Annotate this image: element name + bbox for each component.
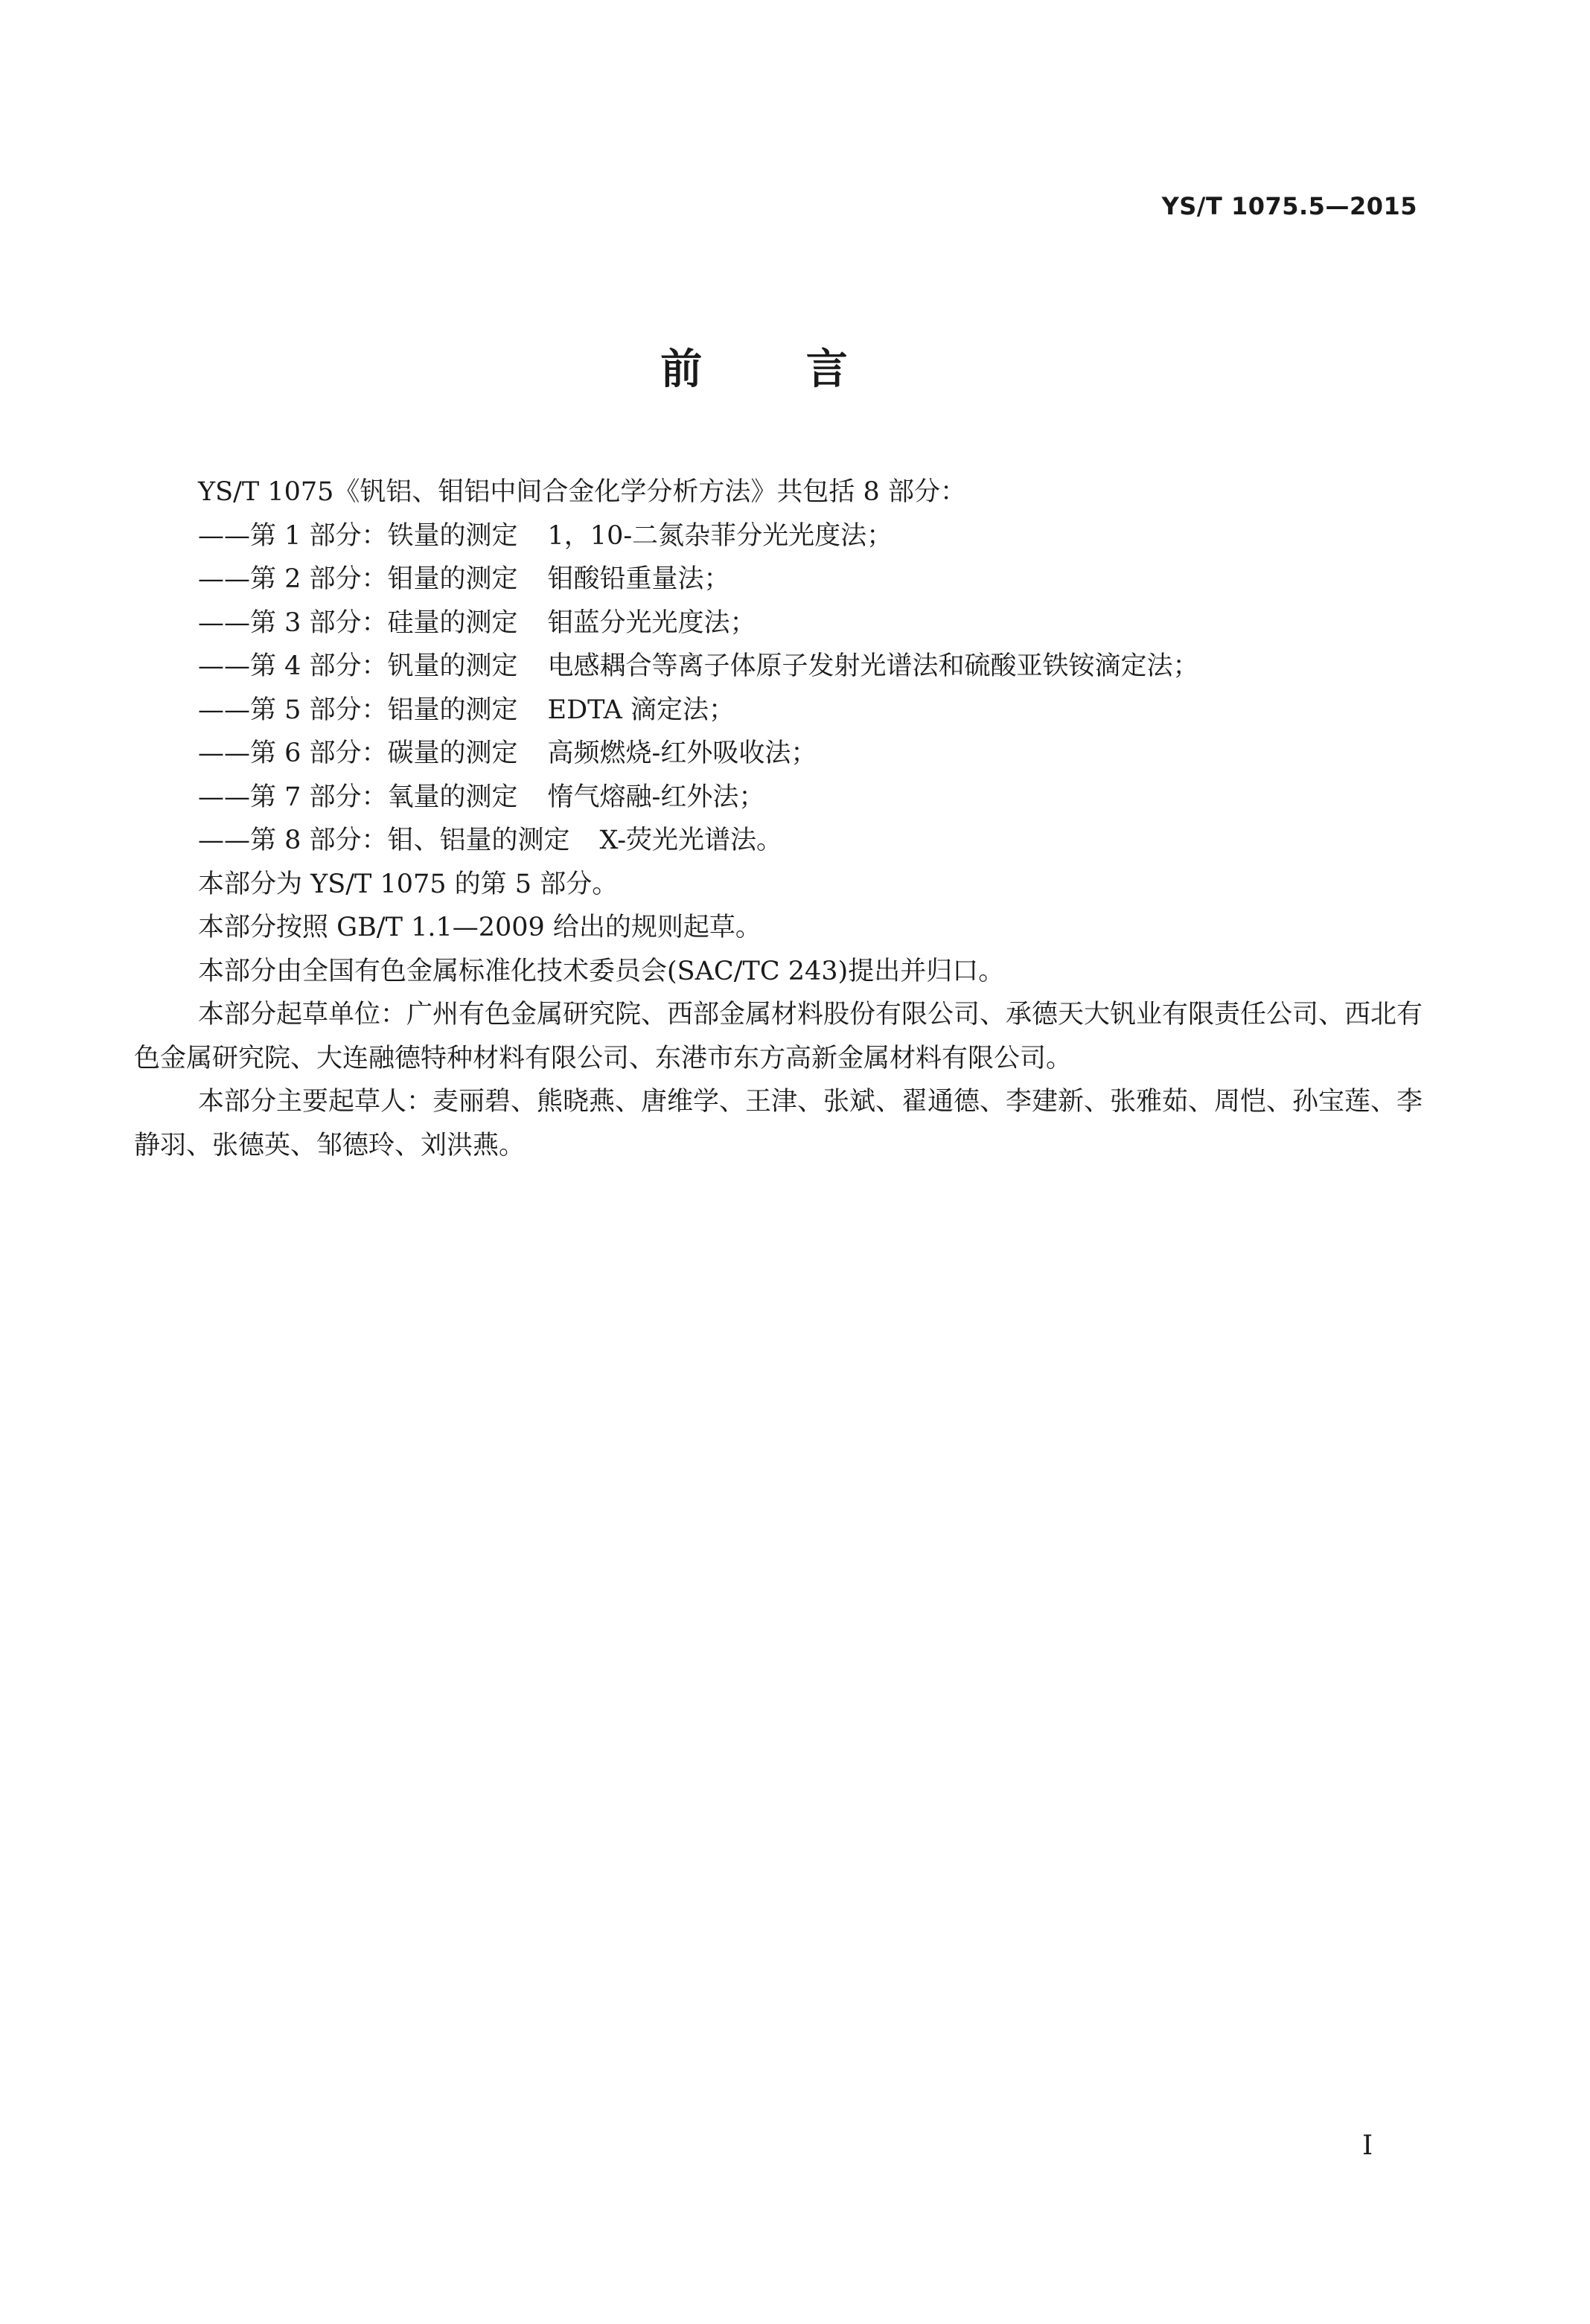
part-label: ——第 8 部分：钼、铝量的测定 xyxy=(198,826,570,855)
part-method: 钼蓝分光光度法； xyxy=(547,607,756,638)
foreword-body xyxy=(134,470,1429,1167)
part-method: X-荧光光谱法。 xyxy=(599,826,783,855)
part-label: ——第 3 部分：硅量的测定 xyxy=(198,607,518,638)
part-item-7 xyxy=(134,776,1429,820)
page-number: I xyxy=(1362,2130,1373,2161)
part-item-3 xyxy=(134,601,1429,645)
page-title: 前 言 xyxy=(660,345,893,394)
part-item-8 xyxy=(134,819,1429,863)
part-label: ——第 7 部分：氧量的测定 xyxy=(198,782,518,812)
drafting-rules-paragraph: 本部分按照 GB/T 1.1—2009 给出的规则起草。 xyxy=(198,913,762,942)
part-method: 1，10-二氮杂菲分光光度法； xyxy=(547,520,893,551)
part-of-paragraph: 本部分为 YS/T 1075 的第 5 部分。 xyxy=(198,869,619,899)
part-item-4 xyxy=(134,645,1429,689)
intro-paragraph: YS/T 1075《钒铝、钼铝中间合金化学分析方法》共包括 8 部分： xyxy=(198,477,966,507)
part-label: ——第 4 部分：钒量的测定 xyxy=(198,651,518,681)
part-item-1 xyxy=(134,514,1429,558)
part-method: 钼酸铅重量法； xyxy=(547,564,730,594)
part-method: 高频燃烧-红外吸收法； xyxy=(547,738,817,768)
part-label: ——第 2 部分：钼量的测定 xyxy=(198,564,518,594)
part-method: EDTA 滴定法； xyxy=(547,695,735,725)
part-method: 电感耦合等离子体原子发射光谱法和硫酸亚铁铵滴定法； xyxy=(547,651,1199,681)
part-item-6 xyxy=(134,732,1429,776)
part-label: ——第 1 部分：铁量的测定 xyxy=(198,520,518,551)
part-method: 惰气熔融-红外法； xyxy=(547,782,765,812)
part-label: ——第 6 部分：碳量的测定 xyxy=(198,738,518,768)
main-drafters-paragraph: 本部分主要起草人：麦丽碧、熊晓燕、唐维学、王津、张斌、翟通德、李建新、张雅茹、周恺、孙宝莲、李静羽、张德英、邹德玲、刘洪燕。 xyxy=(134,1087,1423,1161)
drafting-units-paragraph: 本部分起草单位：广州有色金属研究院、西部金属材料股份有限公司、承德天大钒业有限责任公司、西北有色金属研究院、大连融德特种材料有限公司、东港市东方高新金属材料有限公司。 xyxy=(134,1000,1423,1073)
part-label: ——第 5 部分：铝量的测定 xyxy=(198,695,518,725)
part-item-2 xyxy=(134,558,1429,601)
proposed-by-paragraph: 本部分由全国有色金属标准化技术委员会(SAC/TC 243)提出并归口。 xyxy=(198,956,1005,986)
standard-code: YS/T 1075.5—2015 xyxy=(1161,192,1417,220)
part-item-5 xyxy=(134,689,1429,732)
